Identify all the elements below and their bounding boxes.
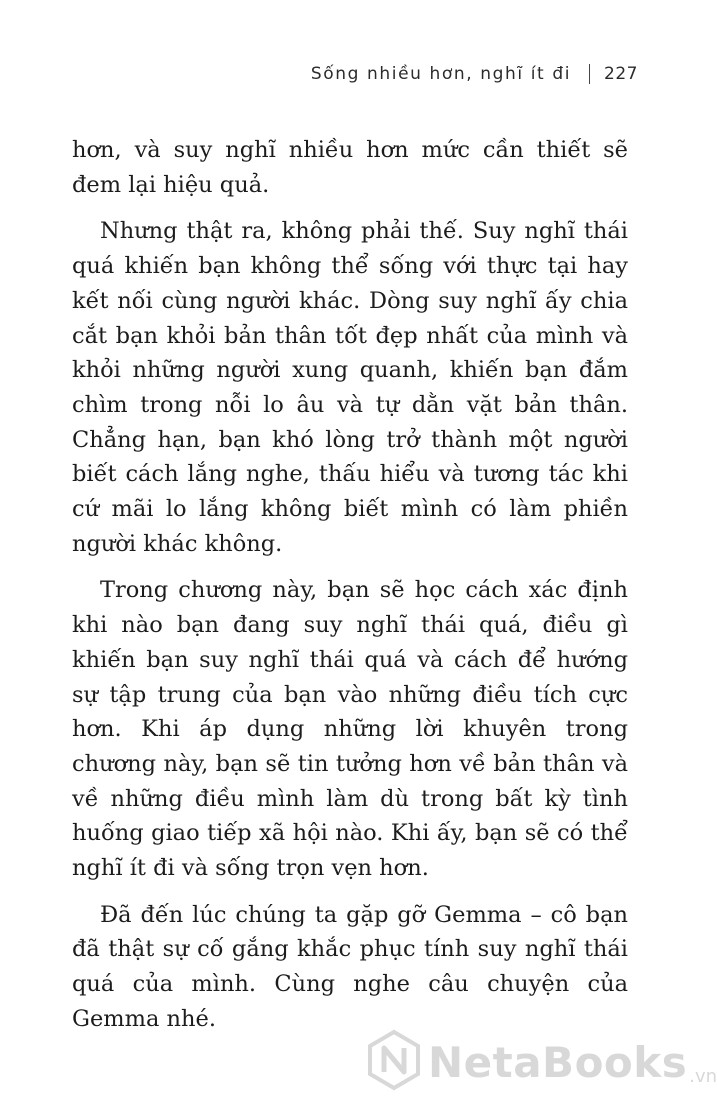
- watermark-text: NetaBooks: [428, 1038, 688, 1087]
- paragraph-4: Đã đến lúc chúng ta gặp gỡ Gemma – cô bạn đã thật sự cố gắng khắc phục tính suy nghĩ thái quá của mình. Cùng nghe câu chuyện của Gemma nhé.: [72, 901, 628, 1032]
- watermark-suffix: .vn: [689, 1066, 717, 1087]
- running-title: Sống nhiều hơn, nghĩ ít đi: [310, 64, 572, 84]
- running-header: [311, 64, 638, 84]
- paragraph-2: Nhưng thật ra, không phải thế. Suy nghĩ thái quá khiến bạn không thể sống với thực tại hay kết nối cùng người khác. Dòng suy nghĩ ấy chia cắt bạn khỏi bản thân tốt đẹp nhất của mình và khỏi những người xung quanh, khiến bạn đắm chìm trong nỗi lo âu và tự dằn vặt bản thân. Chẳng hạn, bạn khó lòng trở thành một người biết cách lắng nghe, thấu hiểu và tương tác khi cứ mãi lo lắng không biết mình có làm phiền người khác không.: [72, 218, 628, 557]
- page-number: 227: [604, 64, 638, 84]
- header-divider: [589, 64, 590, 84]
- paragraph-3: Trong chương này, bạn sẽ học cách xác định khi nào bạn đang suy nghĩ thái quá, điều gì khiến bạn suy nghĩ thái quá và cách để hướng sự tập trung của bạn vào những điều tích cực hơn. Khi áp dụng những lời khuyên trong chương này, bạn sẽ tin tưởng hơn về bản thân và về những điều mình làm dù trong bất kỳ tình huống giao tiếp xã hội nào. Khi ấy, bạn sẽ có thể nghĩ ít đi và sống trọn vẹn hơn.: [72, 577, 628, 882]
- page-body: [72, 133, 628, 1049]
- netabooks-watermark: [368, 1030, 717, 1095]
- netabooks-logo-icon: [368, 1030, 420, 1095]
- paragraph-1: hơn, và suy nghĩ nhiều hơn mức cần thiết sẽ đem lại hiệu quả.: [72, 137, 628, 198]
